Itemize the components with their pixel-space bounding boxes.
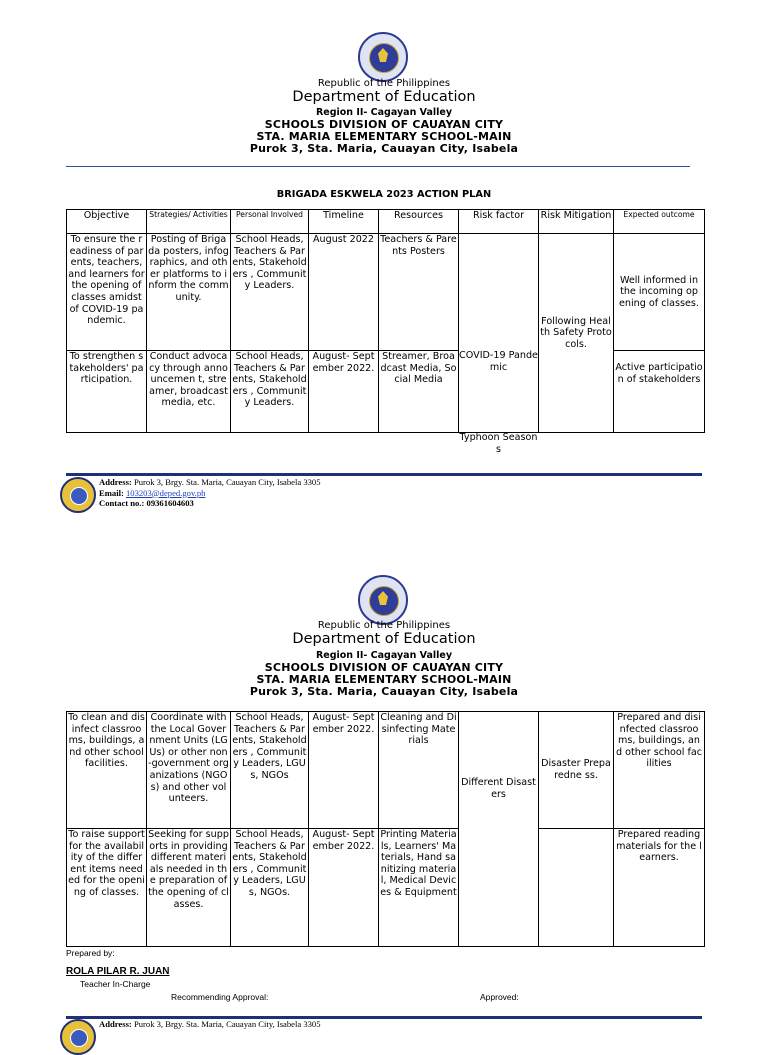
approved-label: Approved: xyxy=(480,992,519,1002)
strategy-cell: Seeking for supports in providing different materials needed in the preparation of the opening of classes. xyxy=(147,829,231,947)
strategy-cell: Posting of Brigada posters, infographics, and other platforms to inform the community. xyxy=(147,234,231,351)
action-plan-table-page1 xyxy=(66,209,705,455)
email-link[interactable]: 103203@deped.gov.ph xyxy=(125,487,206,498)
risk-factor-cell: Different Disasters xyxy=(459,712,539,947)
republic-text: Republic of the Philippines xyxy=(317,620,451,631)
footer-contact xyxy=(99,477,321,509)
objective-cell: To clean and disinfect classrooms, buildings, and other school facilities. xyxy=(67,712,147,829)
personnel-cell: School Heads, Teachers & Parents, Stakeholders , Community Leaders, LGUs, NGOs xyxy=(231,712,309,829)
deped-seal xyxy=(358,32,408,82)
timeline-cell: August- September 2022. xyxy=(309,351,379,433)
recommending-label: Recommending Approval: xyxy=(171,992,269,1002)
school-logo-icon xyxy=(60,477,96,513)
timeline-cell: August 2022 xyxy=(309,234,379,351)
region-text: Region II- Cagayan Valley xyxy=(315,107,453,118)
risk-covid: COVID-19 Pandemic xyxy=(459,350,538,373)
risk-factor-cell xyxy=(459,234,539,455)
footer-contact-cut xyxy=(99,1019,321,1030)
col-risk-factor: Risk factor xyxy=(459,210,539,234)
address-label: Address: xyxy=(99,1019,132,1029)
resources-cell: Streamer, Broadcast Media, Social Media xyxy=(379,351,459,433)
col-resources: Resources xyxy=(379,210,459,234)
strategy-cell: Conduct advocacy through announcemen t, streamer, broadcast media, etc. xyxy=(147,351,231,433)
col-personal: Personal Involved xyxy=(231,210,309,234)
risk-mitigation-empty-cell xyxy=(539,829,614,947)
outcome-cell: Well informed in the incoming opening of classes. xyxy=(614,234,705,351)
col-timeline: Timeline xyxy=(309,210,379,234)
personnel-cell: School Heads, Teachers & Parents, Stakeholders , Community Leaders, LGUs, NGOs. xyxy=(231,829,309,947)
address-value: Purok 3, Brgy. Sta. Maria, Cauayan City, Isabela 3305 xyxy=(133,477,321,487)
objective-cell: To ensure the readiness of parents, teachers, and learners for the opening of classes amidst of COVID-19 pandemic. xyxy=(67,234,147,351)
preparer-role: Teacher In-Charge xyxy=(80,979,151,989)
prepared-by-label: Prepared by: xyxy=(66,948,115,958)
col-expected-outcome: Expected outcome xyxy=(614,210,705,234)
personnel-cell: School Heads, Teachers & Parents, Stakeholders , Community Leaders. xyxy=(231,234,309,351)
contact-value: 09361604603 xyxy=(146,498,194,508)
header-divider xyxy=(66,166,690,167)
resources-cell: Cleaning and Disinfecting Materials xyxy=(379,712,459,829)
objective-cell: To strengthen stakeholders' participation. xyxy=(67,351,147,433)
division-text: SCHOOLS DIVISION OF CAUAYAN CITY xyxy=(264,661,504,674)
resources-cell: Teachers & Parents Posters xyxy=(379,234,459,351)
timeline-cell: August- September 2022. xyxy=(309,829,379,947)
department-title: Department of Education xyxy=(292,89,476,105)
col-strategies: Strategies/ Activities xyxy=(147,210,231,234)
address-value: Purok 3, Brgy. Sta. Maria, Cauayan City, Isabela 3305 xyxy=(133,1019,321,1029)
col-objective: Objective xyxy=(67,210,147,234)
resources-cell: Printing Materials, Learners' Materials, Hand sanitizing material, Medical Devices & Equipment xyxy=(379,829,459,947)
department-title: Department of Education xyxy=(292,631,476,647)
division-text: SCHOOLS DIVISION OF CAUAYAN CITY xyxy=(264,118,504,131)
address-label: Address: xyxy=(99,477,132,487)
plan-title: BRIGADA ESKWELA 2023 ACTION PLAN xyxy=(276,189,492,200)
school-location: Purok 3, Sta. Maria, Cauayan City, Isabela xyxy=(249,685,519,698)
outcome-cell: Prepared reading materials for the learners. xyxy=(614,829,705,947)
school-logo-icon xyxy=(60,1019,96,1055)
timeline-cell: August- September 2022. xyxy=(309,712,379,829)
personnel-cell: School Heads, Teachers & Parents, Stakeholders , Community Leaders. xyxy=(231,351,309,433)
contact-label: Contact no.: xyxy=(99,498,145,508)
email-label: Email: xyxy=(99,487,124,498)
outcome-cell: Active participation of stakeholders xyxy=(614,351,705,433)
region-text: Region II- Cagayan Valley xyxy=(315,650,453,661)
strategy-cell: Coordinate with the Local Government Units (LGUs) or other non-government organizations (NGOs) and other volunteers. xyxy=(147,712,231,829)
table-row xyxy=(67,234,705,351)
objective-cell: To raise support for the availability of the different items needed for the opening of classes. xyxy=(67,829,147,947)
risk-mitigation-cell: Following Health Safety Protocols. xyxy=(539,234,614,433)
risk-mitigation-cell: Disaster Preparedne ss. xyxy=(539,712,614,829)
deped-seal xyxy=(358,575,408,625)
risk-typhoon: Typhoon Seasons xyxy=(459,432,538,455)
action-plan-table-page2 xyxy=(66,711,705,947)
outcome-cell: Prepared and disinfected classrooms, buildings, and other school facilities xyxy=(614,712,705,829)
school-name: STA. MARIA ELEMENTARY SCHOOL-MAIN xyxy=(256,130,512,143)
footer-rule xyxy=(66,473,702,476)
table-row xyxy=(67,712,705,829)
preparer-name: ROLA PILAR R. JUAN xyxy=(66,966,170,977)
republic-text: Republic of the Philippines xyxy=(317,78,451,89)
col-risk-mitigation: Risk Mitigation xyxy=(539,210,614,234)
school-location: Purok 3, Sta. Maria, Cauayan City, Isabela xyxy=(249,142,519,155)
school-name: STA. MARIA ELEMENTARY SCHOOL-MAIN xyxy=(256,673,512,686)
table-row xyxy=(67,829,705,947)
